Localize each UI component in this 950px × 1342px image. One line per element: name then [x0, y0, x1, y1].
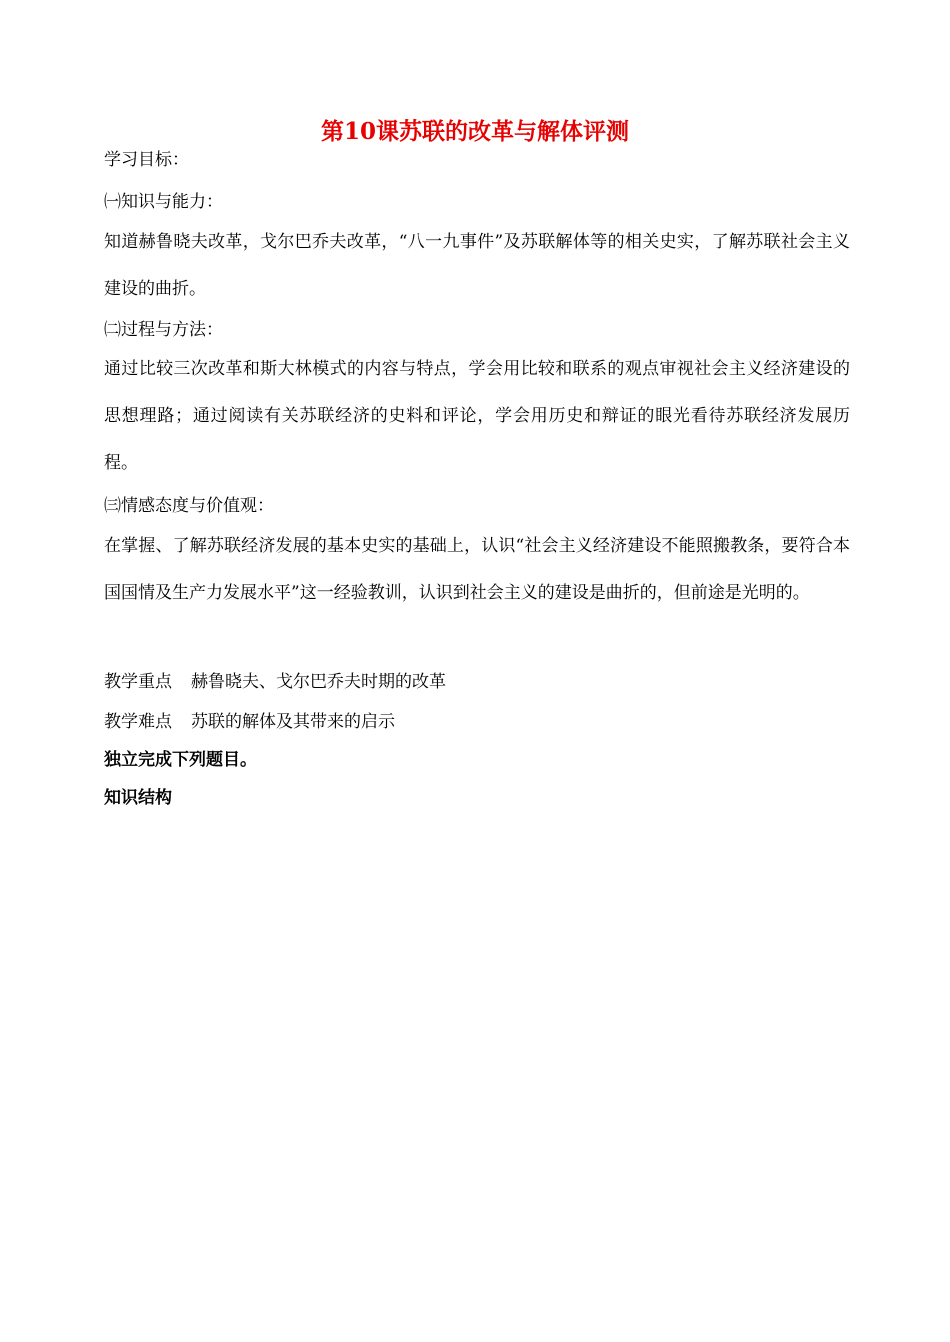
- knowledge-structure-heading: 知识结构: [104, 788, 172, 808]
- section-process-text: 通过比较三次改革和斯大林模式的内容与特点，学会用比较和联系的观点审视社会主义经济建设的思想理路；通过阅读有关苏联经济的史料和评论，学会用历史和辩证的眼光看待苏联经济发展历程。: [104, 359, 850, 473]
- page-title: 第10课苏联的改革与解体评测: [320, 118, 629, 145]
- section-knowledge-heading: ㈠知识与能力：: [104, 192, 223, 212]
- difficult-point-label: 教学难点: [104, 712, 172, 732]
- key-point-label: 教学重点: [104, 672, 172, 692]
- objectives-label: 学习目标：: [104, 150, 189, 170]
- difficult-point: [104, 710, 850, 734]
- section-values-text: 在掌握、了解苏联经济发展的基本史实的基础上，认识“社会主义经济建设不能照搬教条，要符合本国国情及生产力发展水平”这一经验教训，认识到社会主义的建设是曲折的，但前途是光明的。: [104, 536, 850, 603]
- key-point-text: 赫鲁晓夫、戈尔巴乔夫时期的改革: [191, 672, 446, 692]
- section-knowledge-text: 知道赫鲁晓夫改革，戈尔巴乔夫改革，“八一九事件”及苏联解体等的相关史实，了解苏联社会主义建设的曲折。: [104, 232, 850, 299]
- section-values-heading: ㈢情感态度与价值观：: [104, 496, 274, 516]
- instruction-text: 独立完成下列题目。: [104, 750, 257, 770]
- key-point: [104, 670, 850, 694]
- section-process-heading: ㈡过程与方法：: [104, 320, 223, 340]
- difficult-point-text: 苏联的解体及其带来的启示: [191, 712, 395, 732]
